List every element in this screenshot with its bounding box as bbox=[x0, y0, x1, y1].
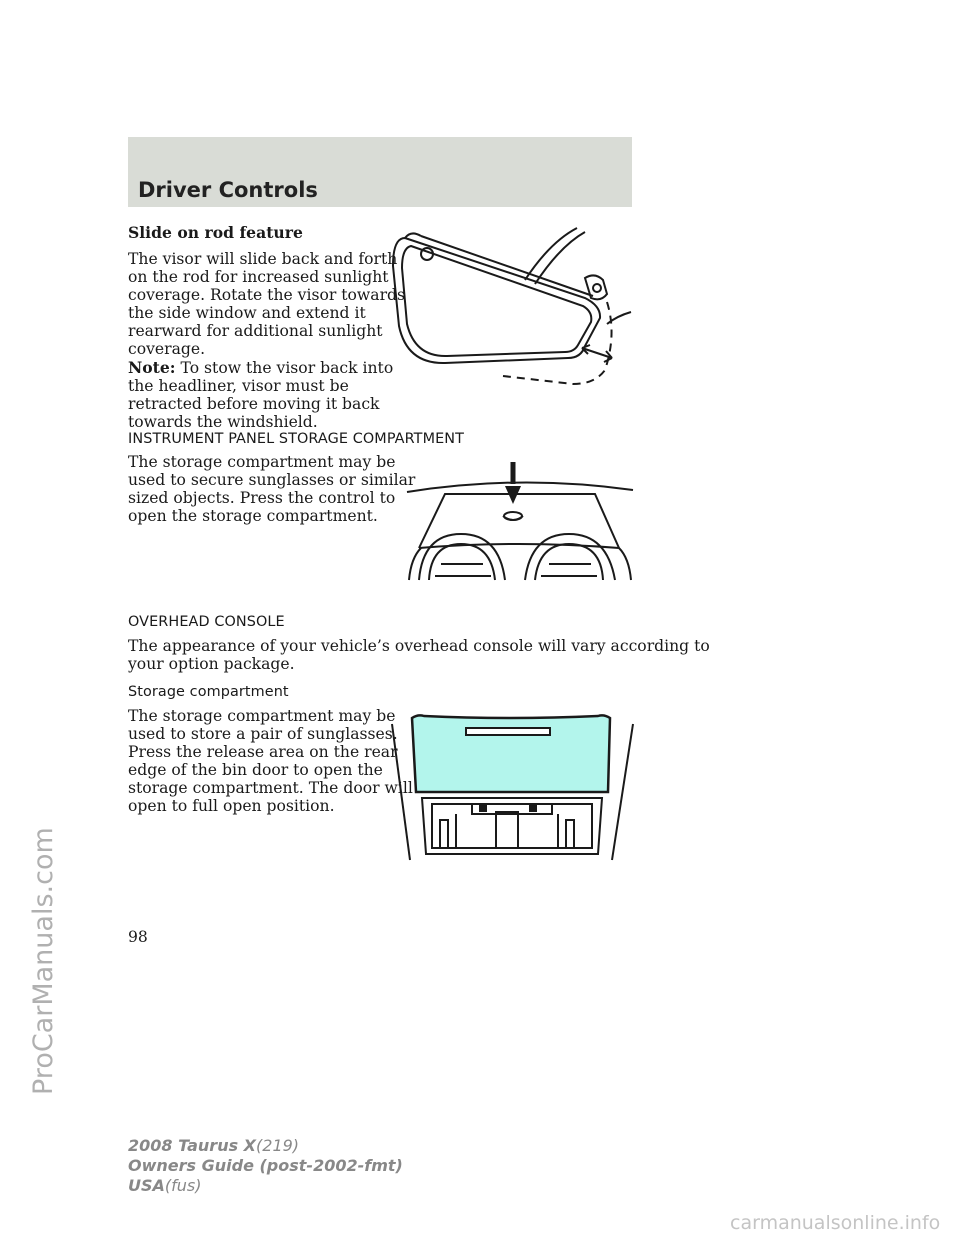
storage-subheading: Storage compartment bbox=[128, 684, 289, 700]
overhead-console-illustration bbox=[390, 710, 635, 866]
overhead-line: your option package. bbox=[128, 655, 295, 673]
visor-subheading: Slide on rod feature bbox=[128, 223, 303, 242]
overhead-heading: OVERHEAD CONSOLE bbox=[128, 614, 285, 630]
overhead-paragraph bbox=[128, 637, 710, 673]
note-line: the headliner, visor must be bbox=[128, 377, 349, 395]
visor-line: The visor will slide back and forth bbox=[128, 250, 398, 268]
section-header bbox=[128, 137, 632, 207]
visor-paragraph bbox=[128, 250, 405, 358]
footer-market-code: (fus) bbox=[164, 1176, 202, 1195]
sun-visor-illustration bbox=[385, 218, 635, 390]
note-text: To stow the visor back into bbox=[180, 359, 394, 377]
ip-storage-paragraph bbox=[128, 453, 415, 525]
visor-line: the side window and extend it bbox=[128, 304, 366, 322]
storage-line: used to store a pair of sunglasses. bbox=[128, 725, 398, 743]
ip-storage-heading: INSTRUMENT PANEL STORAGE COMPARTMENT bbox=[128, 431, 465, 447]
document-footer bbox=[128, 1136, 403, 1196]
storage-paragraph bbox=[128, 707, 413, 815]
visor-note bbox=[128, 359, 393, 431]
footer-market: USA bbox=[128, 1176, 165, 1195]
page-number: 98 bbox=[128, 928, 148, 946]
overhead-line: The appearance of your vehicle’s overhead console will vary according to bbox=[128, 637, 710, 655]
storage-line: edge of the bin door to open the bbox=[128, 761, 383, 779]
note-line: towards the windshield. bbox=[128, 413, 318, 431]
visor-line: rearward for additional sunlight bbox=[128, 322, 383, 340]
instrument-panel-illustration bbox=[405, 458, 635, 584]
footer-model: 2008 Taurus X bbox=[128, 1136, 257, 1155]
storage-line: Press the release area on the rear bbox=[128, 743, 398, 761]
ip-line: used to secure sunglasses or similar bbox=[128, 471, 416, 489]
visor-line: coverage. bbox=[128, 340, 206, 358]
visor-line: coverage. Rotate the visor towards bbox=[128, 286, 406, 304]
section-title: Driver Controls bbox=[138, 178, 318, 202]
visor-line: on the rod for increased sunlight bbox=[128, 268, 389, 286]
ip-line: The storage compartment may be bbox=[128, 453, 396, 471]
storage-line: The storage compartment may be bbox=[128, 707, 396, 725]
storage-line: open to full open position. bbox=[128, 797, 335, 815]
bottom-watermark: carmanualsonline.info bbox=[730, 1212, 941, 1234]
note-line: retracted before moving it back bbox=[128, 395, 380, 413]
ip-line: sized objects. Press the control to bbox=[128, 489, 396, 507]
footer-code: (219) bbox=[256, 1136, 300, 1155]
side-watermark: ProCarManuals.com bbox=[28, 827, 59, 1095]
note-label: Note: bbox=[128, 358, 176, 377]
footer-guide: Owners Guide (post-2002-fmt) bbox=[128, 1156, 403, 1175]
ip-line: open the storage compartment. bbox=[128, 507, 378, 525]
storage-line: storage compartment. The door will bbox=[128, 779, 413, 797]
